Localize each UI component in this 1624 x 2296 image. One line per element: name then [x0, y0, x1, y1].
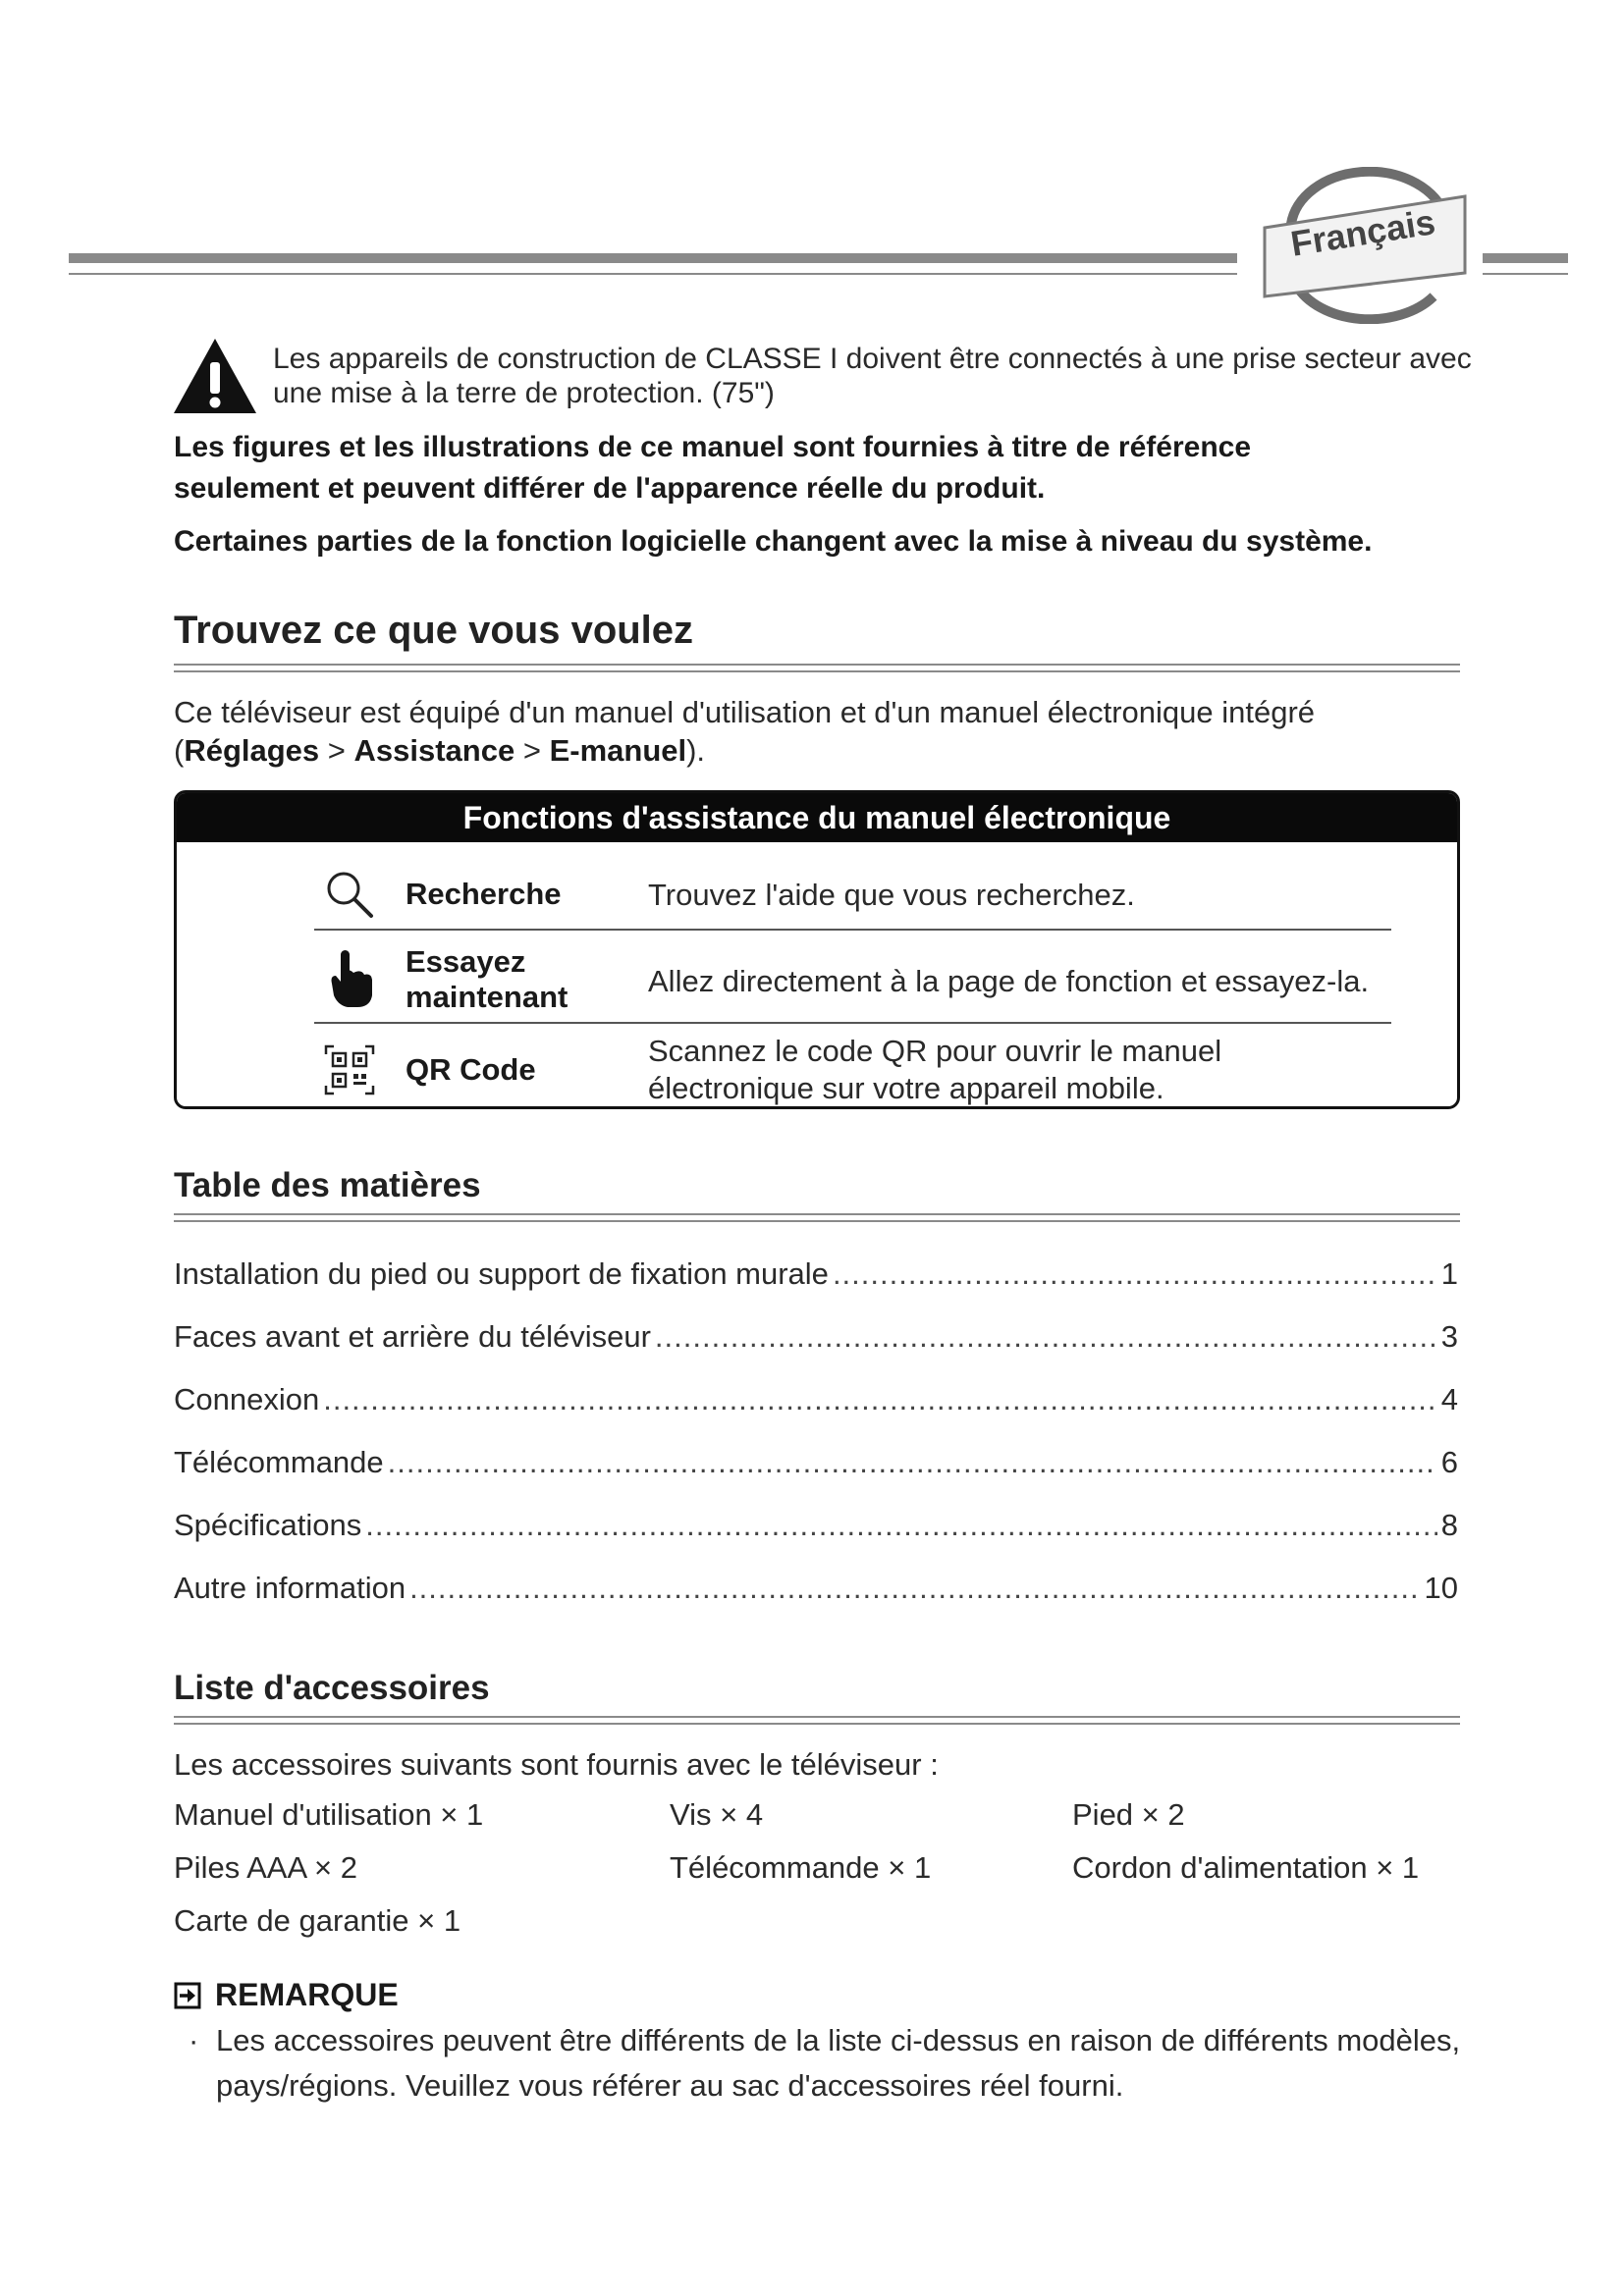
- toc-leader: [833, 1256, 1437, 1292]
- assist-row-try: [314, 938, 1391, 1022]
- note-icon: [174, 1981, 203, 2010]
- note-title: REMARQUE: [215, 1977, 399, 2012]
- search-icon: [324, 869, 375, 920]
- language-label: Français: [1287, 201, 1438, 264]
- notice-figures: Les figures et les illustrations de ce manuel sont fournies à titre de référence seulement et peuvent différer de l'apparence réelle du produit.: [174, 431, 1252, 505]
- toc-item[interactable]: [174, 1256, 1458, 1296]
- toc-label: Faces avant et arrière du téléviseur: [174, 1319, 651, 1354]
- warning-text: Les appareils de construction de CLASSE I doivent être connectés à une prise secteur avec une mise à la terre de protection. (75"): [273, 343, 1472, 409]
- toc-page: 4: [1440, 1382, 1458, 1416]
- toc-label: Autre information: [174, 1571, 406, 1605]
- path-assistance: Assistance: [353, 733, 515, 768]
- toc-page: 3: [1440, 1319, 1458, 1354]
- find-path: [174, 733, 705, 768]
- toc-label: Télécommande: [174, 1445, 384, 1479]
- toc-label: Spécifications: [174, 1508, 362, 1542]
- toc-leader: [655, 1319, 1437, 1355]
- assist-row-search: [314, 867, 1391, 926]
- header-rule-right: [1483, 273, 1568, 275]
- toc-leader: [409, 1571, 1420, 1606]
- find-intro: [174, 693, 1470, 770]
- toc-item[interactable]: [174, 1445, 1458, 1484]
- accessories-intro: Les accessoires suivants sont fournis avec le téléviseur :: [174, 1747, 939, 1782]
- note-bullet: ·: [189, 2023, 199, 2057]
- note-heading: [174, 1977, 399, 2013]
- toc-label: Connexion: [174, 1382, 320, 1416]
- hand-pointer-icon: [324, 948, 375, 1009]
- assist-separator: [314, 929, 1391, 931]
- section-rule-toc: [174, 1213, 1460, 1222]
- toc-item[interactable]: [174, 1319, 1458, 1359]
- note-body: [189, 2018, 1465, 2109]
- find-intro-text: Ce téléviseur est équipé d'un manuel d'utilisation et d'un manuel électronique intégré: [174, 695, 1316, 729]
- toc-page: 6: [1440, 1445, 1458, 1479]
- toc-page: 8: [1440, 1508, 1458, 1542]
- toc-item[interactable]: [174, 1508, 1458, 1547]
- toc-item[interactable]: [174, 1571, 1458, 1610]
- section-rule-find: [174, 664, 1460, 672]
- assist-separator: [314, 1022, 1391, 1024]
- accessory-item: Carte de garantie × 1: [174, 1903, 461, 1938]
- toc-leader: [365, 1508, 1436, 1543]
- language-badge: [1237, 167, 1483, 324]
- header-bar-right: [1483, 253, 1568, 263]
- assist-desc-qr: Scannez le code QR pour ouvrir le manuel électronique sur votre appareil mobile.: [648, 1034, 1222, 1105]
- accessory-item: Piles AAA × 2: [174, 1850, 357, 1885]
- accessory-item: Cordon d'alimentation × 1: [1072, 1850, 1420, 1885]
- accessory-item: Télécommande × 1: [670, 1850, 932, 1885]
- toc-page: 10: [1424, 1571, 1458, 1605]
- toc-leader: [323, 1382, 1437, 1417]
- section-title-accessories: Liste d'accessoires: [174, 1669, 490, 1707]
- section-title-toc: Table des matières: [174, 1166, 481, 1204]
- accessory-item: Vis × 4: [670, 1797, 764, 1832]
- toc-leader: [388, 1445, 1437, 1480]
- assist-name-try: Essayez maintenant: [406, 944, 568, 1014]
- qr-code-icon: [324, 1044, 375, 1095]
- assist-row-qr: [314, 1031, 1391, 1109]
- path-sep-2: >: [514, 733, 550, 768]
- warning-icon: [172, 337, 258, 415]
- note-text: Les accessoires peuvent être différents de la liste ci-dessus en raison de différents modèles, pays/régions. Veuillez vous référer au sac d'accessoires réel fourni.: [216, 2023, 1461, 2103]
- notice-software: Certaines parties de la fonction logicielle changent avec la mise à niveau du système.: [174, 525, 1373, 558]
- assist-box-title: Fonctions d'assistance du manuel électronique: [177, 793, 1457, 842]
- toc-item[interactable]: [174, 1382, 1458, 1421]
- assist-name-qr: QR Code: [406, 1052, 536, 1087]
- path-settings: Réglages: [184, 733, 320, 768]
- accessory-item: Pied × 2: [1072, 1797, 1185, 1832]
- assist-desc-search: Trouvez l'aide que vous recherchez.: [648, 878, 1135, 912]
- toc-page: 1: [1440, 1256, 1458, 1291]
- section-rule-accessories: [174, 1716, 1460, 1725]
- assist-name-search: Recherche: [406, 877, 562, 911]
- section-title-find: Trouvez ce que vous voulez: [174, 609, 694, 652]
- assist-desc-try: Allez directement à la page de fonction et essayez-la.: [648, 964, 1370, 998]
- accessory-item: Manuel d'utilisation × 1: [174, 1797, 484, 1832]
- path-close: ).: [686, 733, 706, 768]
- header-bar-left: [69, 253, 1237, 263]
- path-open: (: [174, 733, 185, 768]
- path-sep-1: >: [319, 733, 354, 768]
- toc-label: Installation du pied ou support de fixation murale: [174, 1256, 829, 1291]
- path-emanual: E-manuel: [549, 733, 687, 768]
- header-rule-left: [69, 273, 1237, 275]
- assist-functions-box: [174, 790, 1460, 1109]
